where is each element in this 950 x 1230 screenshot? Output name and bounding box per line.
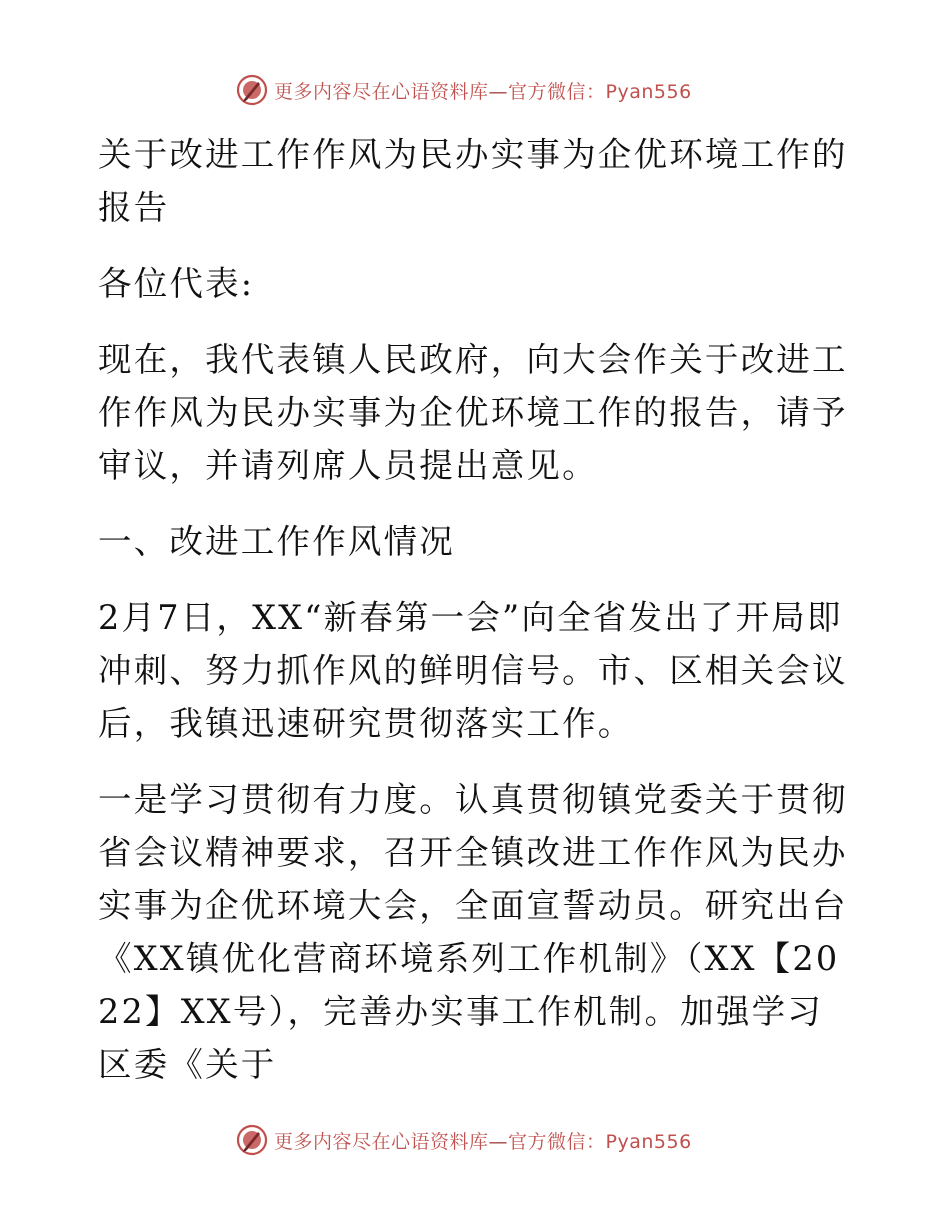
- salutation: 各位代表:: [98, 264, 255, 303]
- header-banner-text: [274, 77, 692, 104]
- document-title: 关于改进工作作风为民办实事为企优环境工作的报告: [98, 135, 848, 227]
- footer-banner-wechat: 官方微信：Pyan556: [508, 1130, 692, 1153]
- footer-banner[interactable]: [236, 1122, 692, 1158]
- section-heading-1: 一、改进工作作风情况: [98, 522, 455, 561]
- footer-banner-separator: —: [488, 1130, 509, 1153]
- header-banner[interactable]: [236, 72, 692, 108]
- header-banner-separator: —: [488, 80, 509, 103]
- header-banner-site: 更多内容尽在心语资料库: [274, 80, 489, 103]
- quill-pen-logo-icon: [236, 74, 268, 106]
- quill-pen-logo-icon: [236, 1124, 268, 1156]
- footer-banner-site: 更多内容尽在心语资料库: [274, 1130, 489, 1153]
- paragraph-point-1: 一是学习贯彻有力度。认真贯彻镇党委关于贯彻省会议精神要求，召开全镇改进工作作风为民办实事为企优环境大会，全面宣誓动员。研究出台《XX镇优化营商环境系列工作机制》（XX【2022】XX号），完善办实事工作机制。加强学习区委《关于: [98, 780, 848, 1084]
- header-banner-wechat: 官方微信：Pyan556: [508, 80, 692, 103]
- paragraph-intro: 现在，我代表镇人民政府，向大会作关于改进工作作风为民办实事为企优环境工作的报告，请予审议，并请列席人员提出意见。: [98, 340, 848, 485]
- document-body: [98, 128, 858, 1114]
- paragraph-background: 2月7日，XX“新春第一会”向全省发出了开局即冲刺、努力抓作风的鲜明信号。市、区相关会议后，我镇迅速研究贯彻落实工作。: [98, 598, 848, 743]
- footer-banner-text: [274, 1127, 692, 1154]
